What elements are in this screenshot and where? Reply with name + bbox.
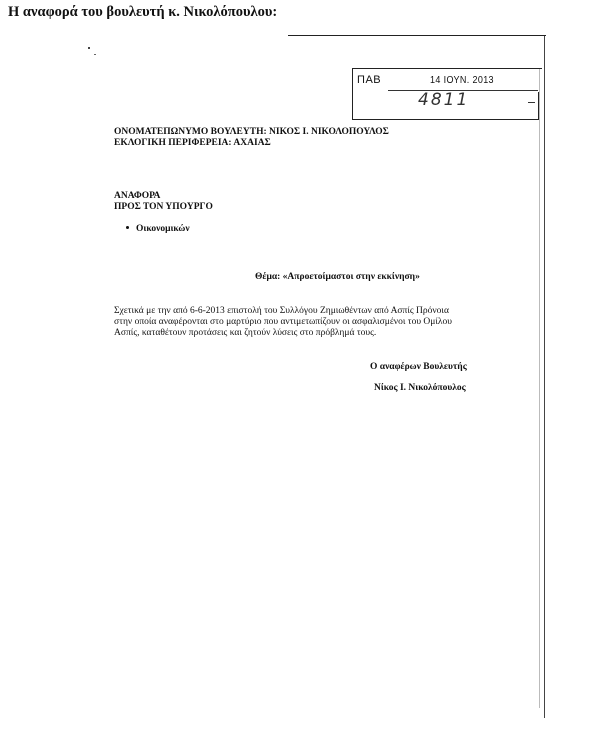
stamp-border-bottom bbox=[352, 119, 538, 120]
stamp-border-right bbox=[538, 92, 539, 120]
ministry-list-item bbox=[126, 224, 190, 234]
body-line: στην οποία αναφέρονται στο μαρτύριο που αντιμετωπίζουν οι ασφαλισμένοι του Ομίλου bbox=[114, 317, 452, 327]
body-line: Σχετικά με την από 6-6-2013 επιστολή του Συλλόγου Ζημιωθέντων από Ασπίς Πρόνοια bbox=[114, 306, 449, 316]
ministry-name: Οικονομικών bbox=[136, 224, 190, 234]
stamp-label: ΠΑΒ bbox=[357, 74, 382, 86]
stamp-dash bbox=[528, 102, 535, 103]
scan-speck bbox=[94, 54, 96, 55]
report-label: ΑΝΑΦΟΡΑ bbox=[114, 191, 161, 201]
scan-top-border bbox=[288, 35, 546, 36]
stamp-border-top bbox=[352, 68, 542, 69]
mp-name-line: ΟΝΟΜΑΤΕΠΩΝΥΜΟ ΒΟΥΛΕΥΤΗ: ΝΙΚΟΣ Ι. ΝΙΚΟΛΟΠΟΥΛΟΣ bbox=[114, 127, 389, 137]
recipient-label: ΠΡΟΣ ΤΟΝ ΥΠΟΥΡΓΟ bbox=[114, 202, 213, 212]
electoral-region-line: ΕΚΛΟΓΙΚΗ ΠΕΡΙΦΕΡΕΙΑ: ΑΧΑΙΑΣ bbox=[114, 138, 271, 148]
signature-name: Νίκος Ι. Νικολόπουλος bbox=[374, 383, 466, 393]
body-line: Ασπίς, καταθέτουν προτάσεις και ζητούν λύσεις στο πρόβλημά τους. bbox=[114, 328, 377, 338]
scan-right-shadow bbox=[539, 68, 540, 708]
stamp-border-left bbox=[352, 68, 353, 120]
signature-title: Ο αναφέρων Βουλευτής bbox=[370, 362, 467, 372]
subject-line: Θέμα: «Απροετοίμαστοι στην εκκίνηση» bbox=[255, 272, 420, 282]
bullet-icon bbox=[126, 226, 129, 229]
scan-speck bbox=[88, 47, 90, 49]
registry-stamp bbox=[352, 68, 544, 124]
scan-right-border bbox=[544, 36, 545, 718]
page-heading: Η αναφορά του βουλευτή κ. Νικολόπουλου: bbox=[8, 4, 278, 20]
stamp-number: 4811 bbox=[418, 90, 470, 110]
stamp-date: 14 ΙΟΥΝ. 2013 bbox=[430, 75, 494, 86]
scanned-document bbox=[60, 28, 550, 718]
